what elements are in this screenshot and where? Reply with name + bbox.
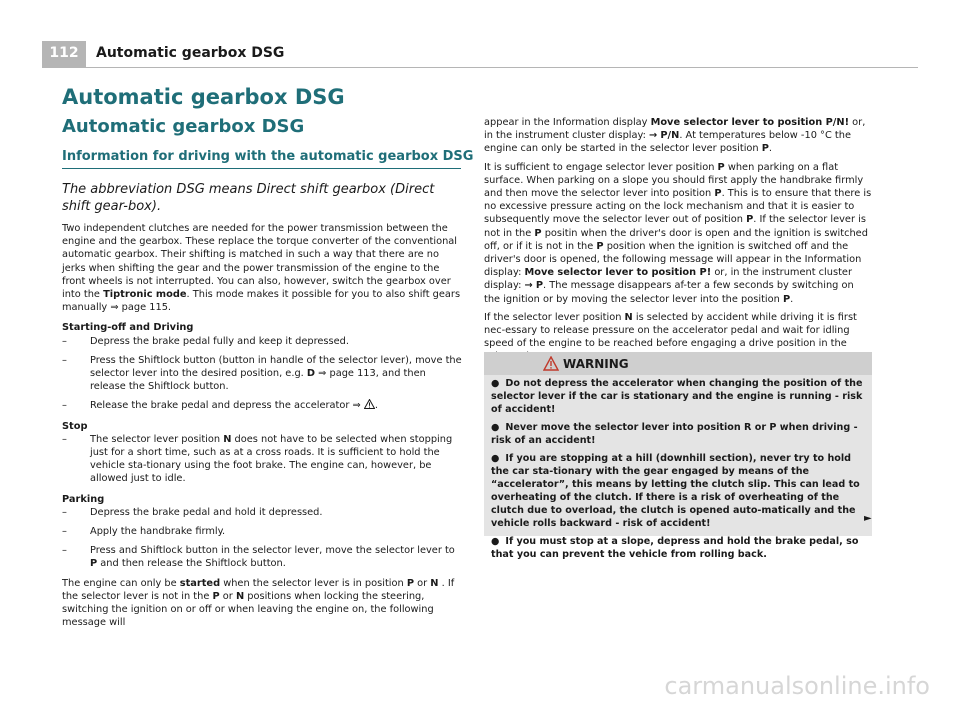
warning-item: ● Never move the selector lever into position R or P when driving - risk of an accident!	[491, 422, 858, 446]
bullet-icon: ●	[491, 453, 500, 464]
list-item: – Depress the brake pedal fully and keep it depressed.	[62, 335, 462, 348]
parking-heading: Parking	[62, 493, 105, 505]
bullet-icon: ●	[491, 536, 500, 547]
warning-item: ● Do not depress the accelerator when changing the position of the selector lever if the car is stationary and the engine is running - risk of accident!	[491, 378, 863, 415]
section-title: Automatic gearbox DSG	[62, 116, 305, 137]
list-item: – Press the Shiftlock button (button in handle of the selector lever), move the selector lever into the desired position, e.g. D ⇒ page 113, and then release the Shiftlock button.	[62, 354, 462, 394]
arrow-right-icon: →	[649, 130, 658, 142]
warning-triangle-icon	[543, 356, 559, 371]
paragraph-dsg: Two independent clutches are needed for the power transmission between the engine and the gearbox. These replace the torque converter of the conventional automatic gearbox. Their shifting is matched in such a way that there are no jerks when shifting the gear and the power transmission of the engine to the front wheels is not interrupted. You can also, however, switch the gearbox over into the Tiptronic mode. This mode makes it possible for you to also shift gears manually ⇒ page 115.	[62, 223, 461, 314]
subsection-rule	[62, 168, 461, 169]
running-title: Automatic gearbox DSG	[96, 45, 285, 61]
stop-steps	[62, 433, 462, 486]
list-item: – Depress the brake pedal and hold it depressed.	[62, 506, 462, 519]
watermark-text: carmanualsonline.info	[664, 672, 930, 700]
warning-header	[484, 352, 872, 375]
bullet-icon: ●	[491, 378, 500, 389]
arrow-right-icon: →	[524, 280, 533, 292]
chapter-title: Automatic gearbox DSG	[62, 85, 345, 109]
starting-steps	[62, 335, 462, 413]
paragraph-neutral: If the selector lever position N is selected by accident while driving it is first nec-essary to release pressure on the accelerator pedal and wait for idling speed of the engine to be reached before engaging a drive position in the	[484, 311, 857, 350]
header-rule	[86, 67, 918, 68]
watermark	[0, 672, 960, 703]
paragraph-parking: It is sufficient to engage selector lever position P when parking on a flat surface. When parking on a slope you should first apply the handbrake firmly and then move the selector lever into position P. This is to ensure that there is no excessive pressure acting on the lock mechanism and that it is easier to subsequently move the selector lever out of position P. If the selector lever is not in the P positin when the driver's door is open and the ignition is switched off, or if it is not in the P position when the ignition is switched off and the driver's door is opened, the following message will appear in the Information display: Move selector lever to position P! or, in the instrument cluster display: → P. The message disappears af-ter a few seconds by switching on the ignition or by moving the selector lever into the position P.	[484, 161, 872, 305]
stop-heading: Stop	[62, 420, 88, 432]
list-item: – Apply the handbrake firmly.	[62, 525, 462, 538]
left-column	[62, 181, 462, 634]
paragraph-engine-start: The engine can only be started when the selector lever is in position P or N . If the selector lever is not in the P or N positions when locking the steering, switching the ignition on or off or when leaving the engine on, the following message will	[62, 577, 455, 629]
warning-box	[484, 352, 872, 560]
warning-item: ● If you must stop at a slope, depress and hold the brake pedal, so that you can prevent the vehicle from rolling back.	[491, 536, 859, 560]
warning-title: WARNING	[563, 357, 629, 371]
list-item: – Release the brake pedal and depress the accelerator ⇒ .	[62, 399, 462, 412]
list-item: – Press and Shiftlock button in the selector lever, move the selector lever to P and then release the Shiftlock button.	[62, 544, 462, 570]
bullet-icon: ●	[491, 422, 500, 433]
warning-triangle-icon	[364, 399, 375, 409]
page-number: 112	[49, 45, 79, 61]
list-item: – The selector lever position N does not have to be selected when stopping just for a short time, such as at a cross roads. It is sufficient to hold the vehicle sta-tionary using the foot brake. The engine can, however, be allowed just to idle.	[62, 433, 462, 486]
continue-arrow-icon: ►	[864, 513, 872, 524]
tiptronic-term: Tiptronic mode	[103, 289, 187, 301]
warning-item: ● If you are stopping at a hill (downhill section), never try to hold the car sta-tionary with the gear engaged by means of the “accelerator”, this means by letting the clutch slip. This can lead to overheating of the clutch. If there is a risk of overheating of the clutch due to overload, the clutch is opened auto-matically and the vehicle rolls backward - risk of accident!	[491, 453, 860, 529]
paragraph-message: appear in the Information display Move selector lever to position P/N! or, in the instrument cluster display: → P/N. At temperatures below -10 °C the engine can only be started in the selector lever position P.	[484, 117, 866, 155]
warning-body	[491, 377, 863, 566]
parking-steps	[62, 506, 462, 571]
subsection-title: Information for driving with the automatic gearbox DSG	[62, 149, 474, 164]
starting-heading: Starting-off and Driving	[62, 322, 194, 334]
intro-text: The abbreviation DSG means Direct shift gearbox (Direct shift gear-box).	[62, 182, 435, 214]
page-header	[0, 0, 960, 68]
right-column	[484, 116, 872, 369]
